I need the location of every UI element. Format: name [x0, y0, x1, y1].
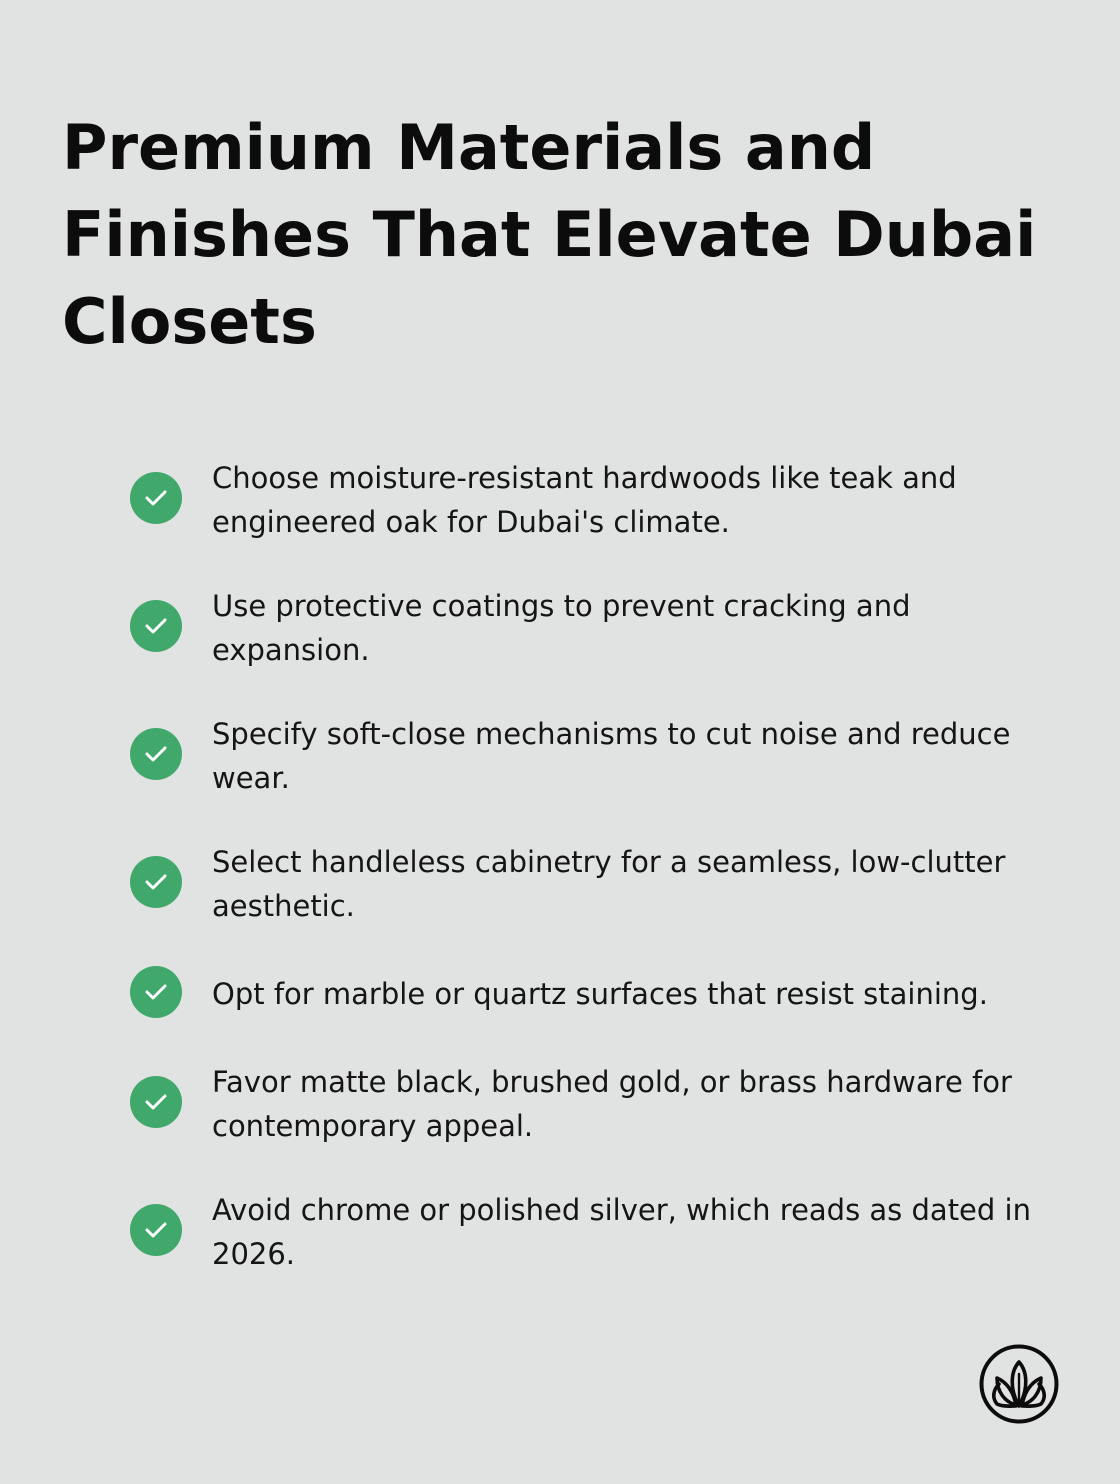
list-item-text: Avoid chrome or polished silver, which reads as dated in 2026. — [212, 1193, 1031, 1271]
list-item-text: Favor matte black, brushed gold, or brass hardware for contemporary appeal. — [212, 1065, 1012, 1143]
check-circle-icon — [130, 600, 182, 652]
list-item-text: Choose moisture-resistant hardwoods like teak and engineered oak for Dubai's climate. — [212, 461, 957, 539]
check-circle-icon — [130, 856, 182, 908]
list-item-text: Use protective coatings to prevent cracking and expansion. — [212, 589, 911, 667]
check-circle-icon — [130, 728, 182, 780]
list-item-text: Specify soft-close mechanisms to cut noise and reduce wear. — [212, 717, 1011, 795]
check-circle-icon — [130, 472, 182, 524]
list-item-text: Opt for marble or quartz surfaces that resist staining. — [212, 977, 988, 1011]
check-circle-icon — [130, 966, 182, 1018]
check-circle-icon — [130, 1076, 182, 1128]
check-circle-icon — [130, 1204, 182, 1256]
page-title: Premium Materials and Finishes That Elevate Dubai Closets — [62, 111, 1037, 358]
list-item-text: Select handleless cabinetry for a seamless, low-clutter aesthetic. — [212, 845, 1006, 923]
lotus-leaf-logo-icon — [979, 1344, 1059, 1424]
